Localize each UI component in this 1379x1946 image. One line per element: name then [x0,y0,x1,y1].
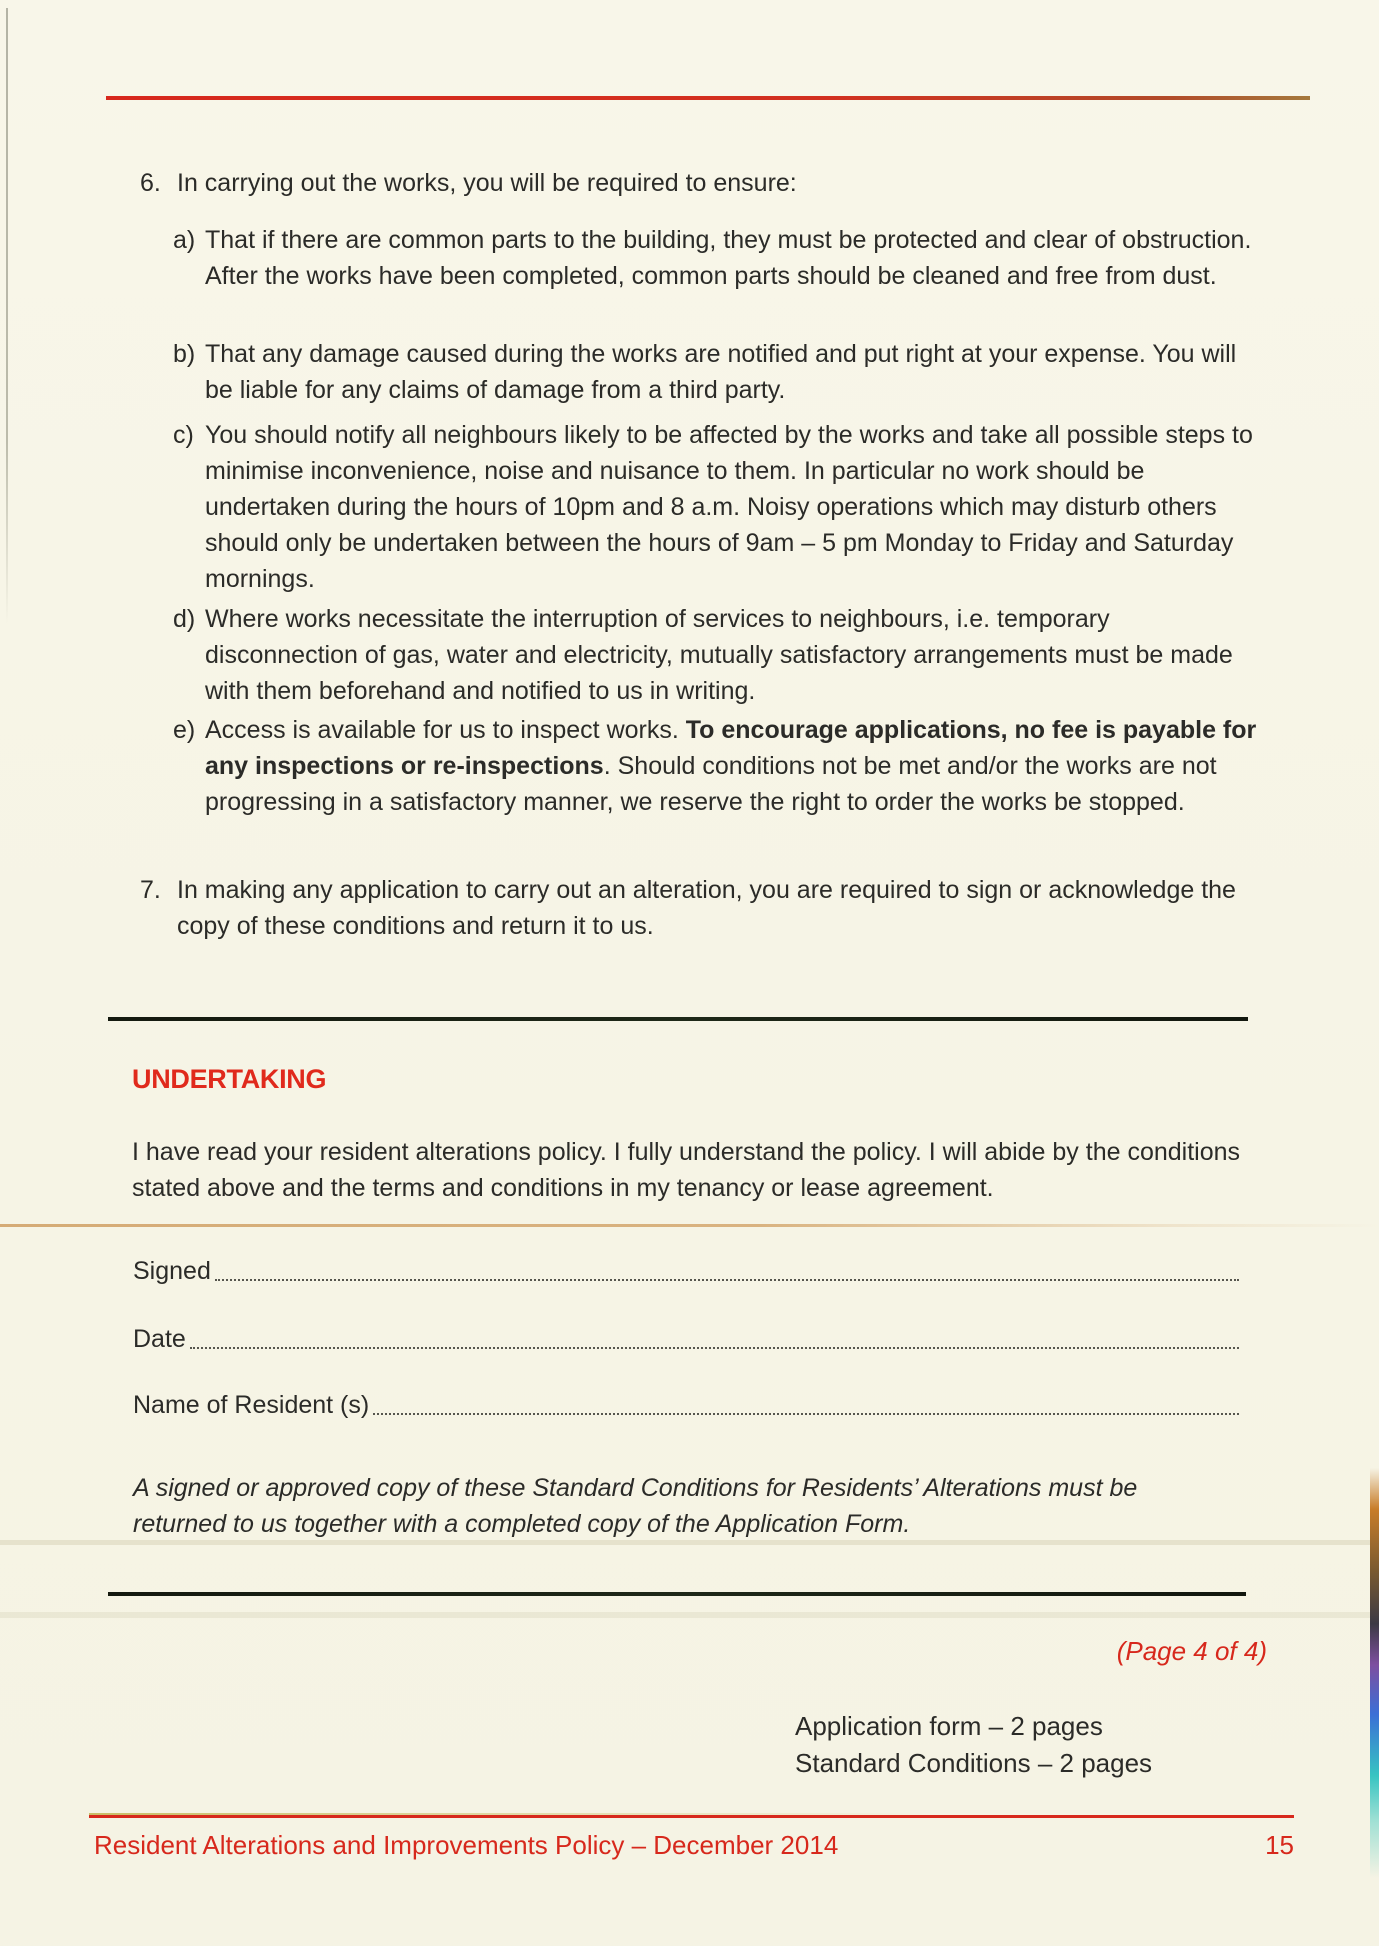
list-item-6c-text: You should notify all neighbours likely to be affected by the works and take all possible steps to minimise inconvenience, noise and nuisance to them. In particular no work should be undertaken during the hours of 10pm and 8 a.m. Noisy operations which may disturb others should only be undertaken between the hours of 9am – 5 pm Monday to Friday and Saturday mornings. [205,421,1253,593]
list-item-6e-letter: e) [173,716,196,744]
list-item-6d [173,601,1265,709]
list-item-6a [173,222,1265,294]
resident-name-field-label: Name of Resident (s) [133,1391,370,1419]
date-field-row [133,1316,1239,1354]
list-item-6e-text: Access is available for us to inspect works. To encourage applications, no fee is payable for any inspections or re-inspections. Should conditions not be met and/or the works are not progressing in a satisfactory manner, we reserve the right to order the works be stopped. [205,716,1257,816]
enclosure-standard-conditions: Standard Conditions – 2 pages [795,1748,1153,1778]
signed-field-row [133,1248,1239,1286]
list-item-6b-text: That any damage caused during the works are notified and put right at your expense. You will be liable for any claims of damage from a third party. [205,340,1237,404]
list-item-6c [173,417,1265,597]
resident-name-field-dotted-line [373,1413,1239,1415]
footer-red-rule [89,1815,1294,1818]
top-red-rule [106,96,1310,100]
date-field-label: Date [133,1325,186,1353]
return-instructions-note: A signed or approved copy of these Standard Conditions for Residents’ Alterations must be returned to us together with a completed copy of the Application Form. [133,1474,1138,1538]
date-field-dotted-line [190,1347,1239,1349]
resident-name-field-row [133,1382,1239,1420]
scan-fold-line [0,1224,1379,1227]
list-item-6c-letter: c) [173,421,194,449]
footer-document-title: Resident Alterations and Improvements Policy – December 2014 [94,1830,839,1860]
list-item-6 [140,165,1237,201]
section-divider-rule [108,1017,1248,1021]
enclosure-application-form: Application form – 2 pages [795,1711,1103,1741]
enclosures-list [795,1708,1152,1782]
undertaking-paragraph: I have read your resident alterations policy. I fully understand the policy. I will abide by the conditions stated above and the terms and conditions in my tenancy or lease agreement. [132,1138,1241,1202]
list-item-7-number: 7. [140,876,161,904]
list-item-6d-text: Where works necessitate the interruption of services to neighbours, i.e. temporary disconnection of gas, water and electricity, mutually satisfactory arrangements must be made with them beforehand and notified to us in writing. [205,605,1233,705]
list-item-6a-text: That if there are common parts to the building, they must be protected and clear of obstruction. After the works have been completed, common parts should be cleaned and free from dust. [205,226,1252,290]
signed-field-dotted-line [215,1279,1239,1281]
list-item-6b [173,336,1265,408]
list-item-6b-letter: b) [173,340,196,368]
list-item-6-text: In carrying out the works, you will be required to ensure: [177,169,797,197]
list-item-6a-letter: a) [173,226,196,254]
footer-divider-rule [108,1592,1246,1596]
list-item-6-number: 6. [140,169,161,197]
list-item-6d-letter: d) [173,605,196,633]
page-4-of-4-marker: (Page 4 of 4) [1116,1636,1267,1666]
left-page-edge-artifact [6,8,8,624]
list-item-7-text: In making any application to carry out an alteration, you are required to sign or acknowledge the copy of these conditions and return it to us. [177,876,1236,940]
scan-fold-band [0,1540,1379,1545]
undertaking-heading: UNDERTAKING [132,1064,327,1094]
list-item-6e [173,712,1265,820]
signed-field-label: Signed [133,1257,211,1285]
footer-page-number: 15 [1265,1830,1294,1860]
list-item-7 [140,872,1237,944]
scan-fold-band-lower [0,1612,1379,1618]
right-edge-scan-artifact [1370,1468,1379,1878]
